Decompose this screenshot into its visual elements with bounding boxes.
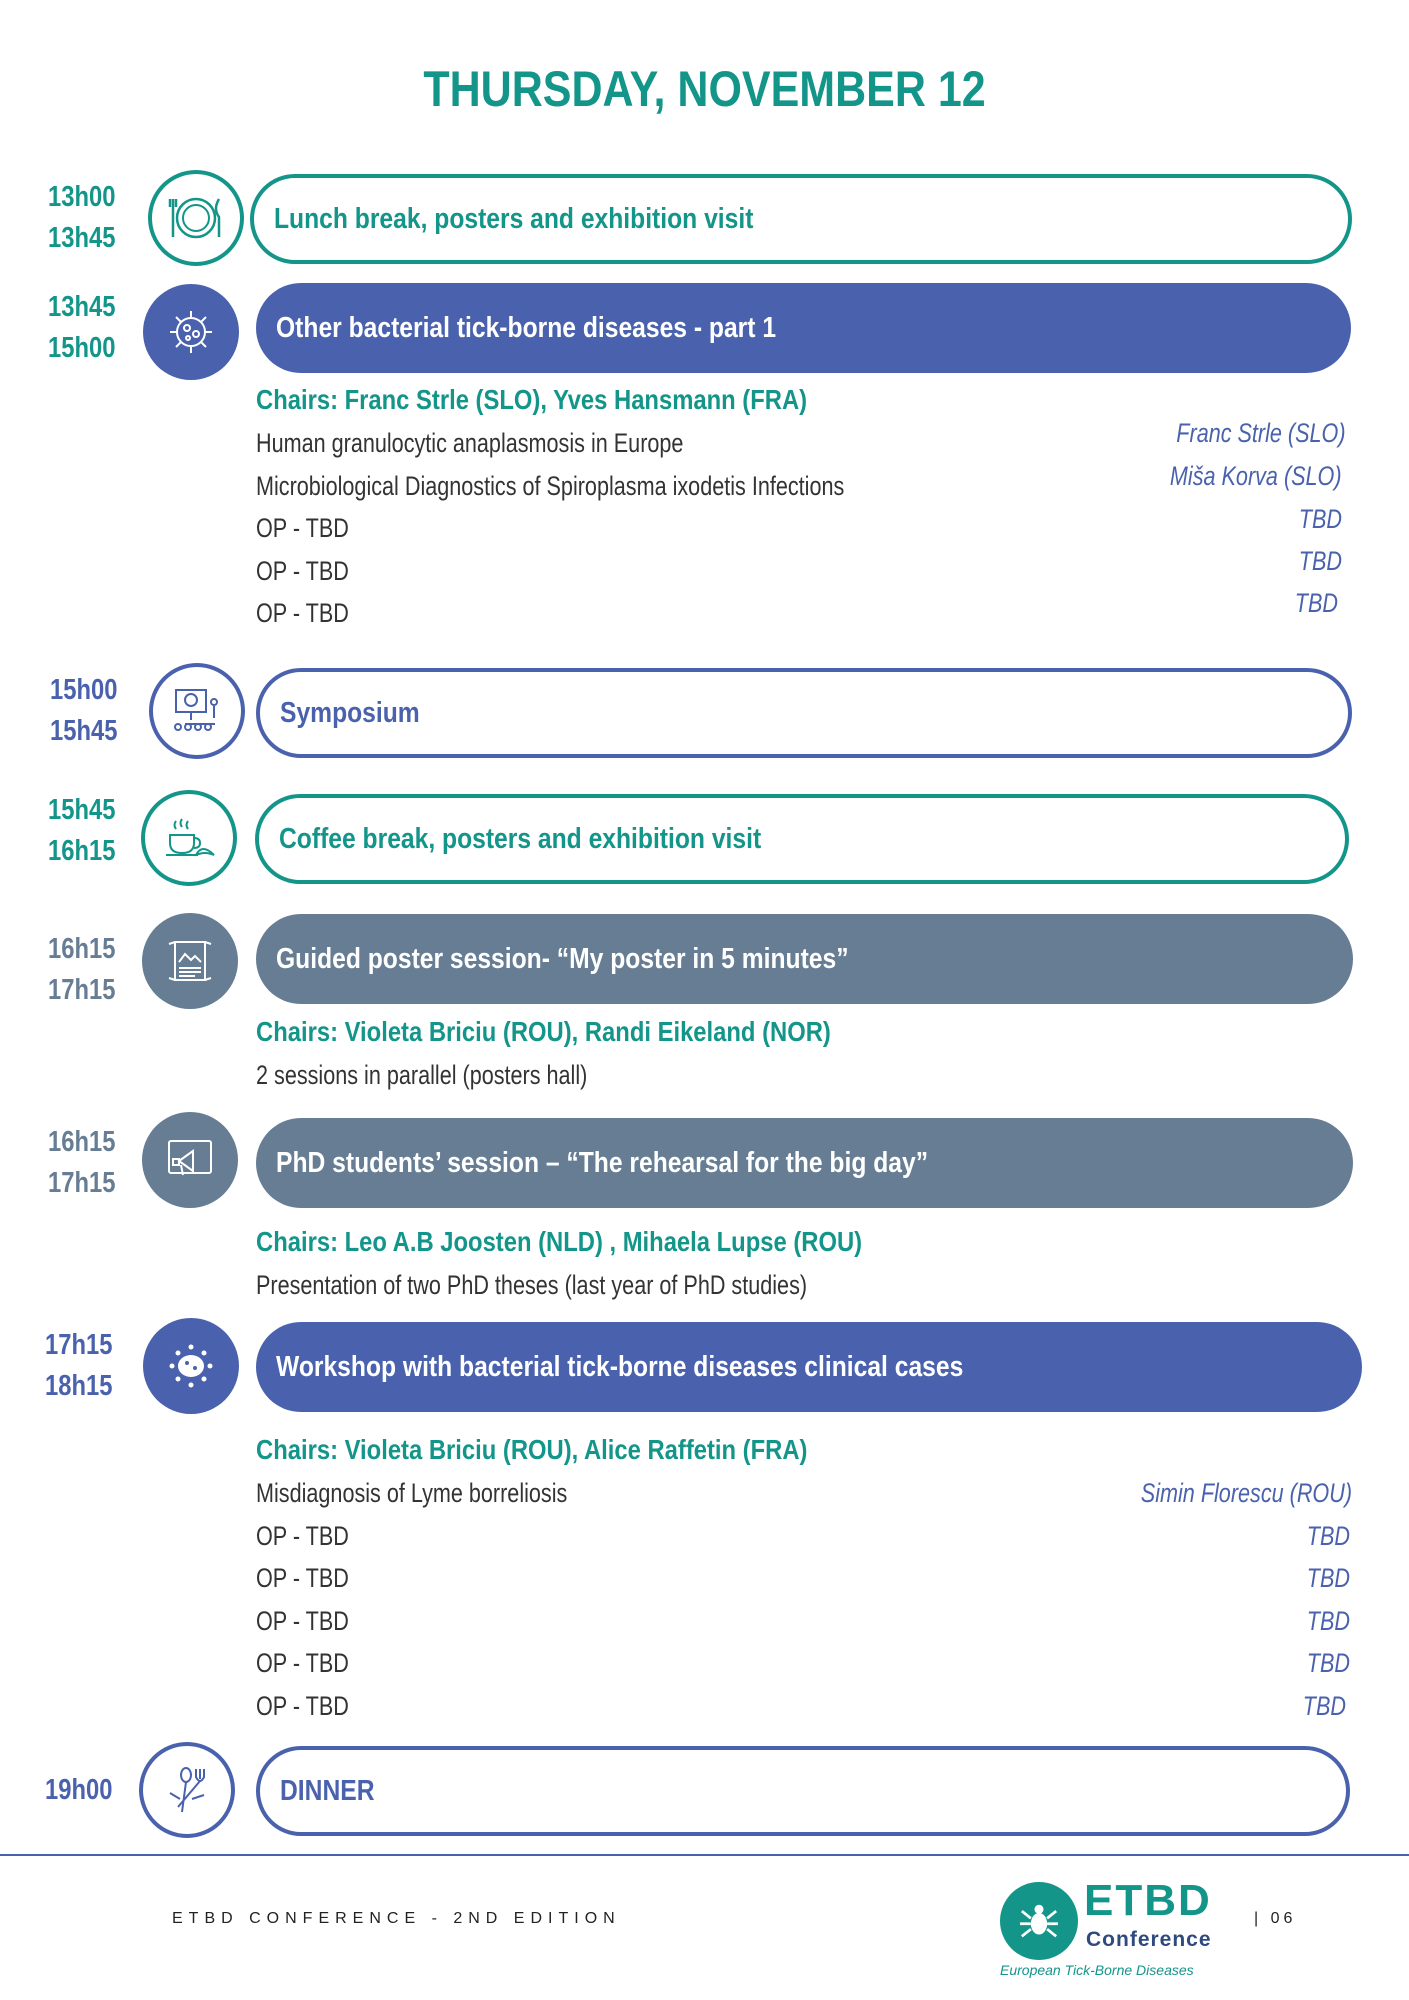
session-title: Workshop with bacterial tick-borne diseases clinical cases <box>276 1350 964 1383</box>
bacteria-icon <box>143 284 239 380</box>
session-end-time: 17h15 <box>48 1167 116 1199</box>
session-start-time: 15h45 <box>48 794 116 826</box>
session-pill-bacterial-part1[interactable] <box>256 283 1351 373</box>
session-end-time: 17h15 <box>48 974 116 1006</box>
session-note: Presentation of two PhD theses (last year of PhD studies) <box>256 1270 808 1300</box>
microbe-icon <box>143 1318 239 1414</box>
talk-speaker: TBD <box>1306 1648 1350 1678</box>
session-start-time: 13h45 <box>48 291 116 323</box>
talk-title: OP - TBD <box>256 1563 349 1593</box>
logo-subtitle: Conference <box>1086 1928 1212 1951</box>
session-end-time: 13h45 <box>48 222 116 254</box>
tick-logo-icon <box>1000 1882 1078 1960</box>
session-chairs: Chairs: Leo A.B Joosten (NLD) , Mihaela Lupse (ROU) <box>256 1226 863 1257</box>
session-pill-workshop[interactable] <box>256 1322 1362 1412</box>
talk-speaker: TBD <box>1298 546 1342 576</box>
session-start-time: 15h00 <box>50 674 118 706</box>
talk-title: OP - TBD <box>256 598 349 628</box>
page-number: | 06 <box>1254 1910 1297 1927</box>
talk-title: OP - TBD <box>256 1521 349 1551</box>
talk-title: Misdiagnosis of Lyme borreliosis <box>256 1478 568 1508</box>
logo-name: ETBD <box>1084 1876 1212 1925</box>
session-start-time: 17h15 <box>45 1329 113 1361</box>
session-pill-coffee[interactable] <box>255 794 1349 884</box>
session-title: PhD students’ session – “The rehearsal for the big day” <box>276 1146 929 1179</box>
session-title: DINNER <box>280 1774 375 1807</box>
talk-speaker: TBD <box>1306 1521 1350 1551</box>
session-start-time: 16h15 <box>48 1126 116 1158</box>
session-pill-phd[interactable] <box>256 1118 1353 1208</box>
session-pill-guided-poster[interactable] <box>256 914 1353 1004</box>
logo-tagline: European Tick-Borne Diseases <box>1000 1962 1194 1978</box>
session-end-time: 16h15 <box>48 835 116 867</box>
page-title: THURSDAY, NOVEMBER 12 <box>423 61 986 117</box>
talk-speaker: TBD <box>1306 1606 1350 1636</box>
session-note: 2 sessions in parallel (posters hall) <box>256 1060 588 1090</box>
footer-edition: ETBD CONFERENCE - 2ND EDITION <box>172 1910 621 1927</box>
talk-speaker: TBD <box>1298 504 1342 534</box>
session-start-time: 16h15 <box>48 933 116 965</box>
talk-speaker: TBD <box>1294 588 1338 618</box>
session-pill-dinner[interactable] <box>256 1746 1350 1836</box>
coffee-croissant-icon <box>141 790 237 886</box>
session-title: Other bacterial tick-borne diseases - part 1 <box>276 311 777 344</box>
session-end-time: 15h00 <box>48 332 116 364</box>
dinner-icon <box>139 1742 235 1838</box>
talk-speaker: TBD <box>1302 1691 1346 1721</box>
session-title: Coffee break, posters and exhibition visit <box>279 822 762 855</box>
session-end-time: 15h45 <box>50 715 118 747</box>
talk-speaker: Simin Florescu (ROU) <box>1140 1478 1352 1508</box>
talk-title: Microbiological Diagnostics of Spiroplasma ixodetis Infections <box>256 471 845 501</box>
talk-title: OP - TBD <box>256 1691 349 1721</box>
session-pill-lunch[interactable] <box>250 174 1352 264</box>
session-title: Lunch break, posters and exhibition visit <box>274 202 754 235</box>
talk-speaker: TBD <box>1306 1563 1350 1593</box>
session-end-time: 18h15 <box>45 1370 113 1402</box>
talk-title: OP - TBD <box>256 1648 349 1678</box>
megaphone-icon <box>142 1112 238 1208</box>
poster-icon <box>142 913 238 1009</box>
session-pill-symposium[interactable] <box>256 668 1352 758</box>
session-start-time: 13h00 <box>48 181 116 213</box>
footer-divider <box>0 1854 1409 1856</box>
talk-title: Human granulocytic anaplasmosis in Europe <box>256 428 684 458</box>
talk-speaker: Franc Strle (SLO) <box>1176 418 1346 448</box>
session-chairs: Chairs: Violeta Briciu (ROU), Randi Eikeland (NOR) <box>256 1016 831 1047</box>
talk-title: OP - TBD <box>256 1606 349 1636</box>
session-start-time: 19h00 <box>45 1774 113 1806</box>
session-chairs: Chairs: Violeta Briciu (ROU), Alice Raffetin (FRA) <box>256 1434 808 1465</box>
plate-cutlery-icon <box>148 170 244 266</box>
presentation-icon <box>149 663 245 759</box>
session-chairs: Chairs: Franc Strle (SLO), Yves Hansmann (FRA) <box>256 384 808 415</box>
session-title: Guided poster session- “My poster in 5 minutes” <box>276 942 849 975</box>
talk-title: OP - TBD <box>256 556 349 586</box>
session-title: Symposium <box>280 696 420 729</box>
talk-title: OP - TBD <box>256 513 349 543</box>
talk-speaker: Miša Korva (SLO) <box>1170 461 1342 491</box>
